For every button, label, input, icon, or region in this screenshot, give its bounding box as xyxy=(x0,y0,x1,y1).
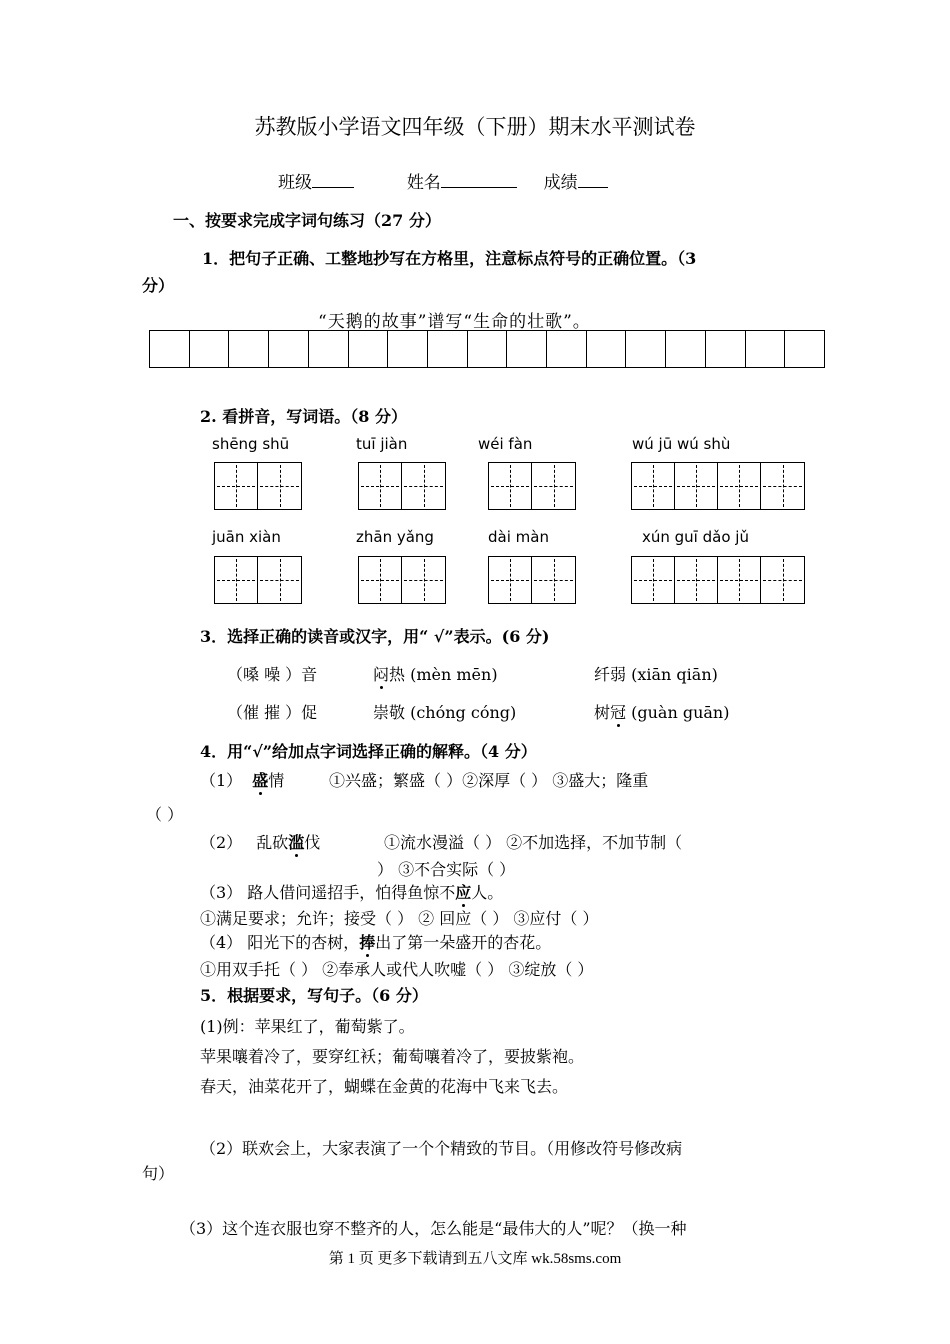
q5-model: 苹果嚷着冷了，要穿红袄；葡萄嚷着冷了，要披紫袍。 xyxy=(200,1047,585,1066)
grid-cell[interactable] xyxy=(587,331,627,367)
item-word: 乱砍 xyxy=(256,833,289,852)
dotted-char: 滥 xyxy=(288,833,305,852)
tianzige-box[interactable] xyxy=(631,556,805,604)
item-line: 出了第一朵盛开的杏花。 xyxy=(375,933,552,952)
q3-option-text: 热 (mèn mēn) xyxy=(389,665,498,684)
grid-cell[interactable] xyxy=(269,331,309,367)
info-line xyxy=(278,168,608,193)
class-blank[interactable] xyxy=(312,171,354,188)
grid-cell[interactable] xyxy=(547,331,587,367)
grid-cell[interactable] xyxy=(468,331,508,367)
q3-option[interactable] xyxy=(373,662,498,685)
q3-option-text: 树 xyxy=(594,703,611,722)
grid-cell[interactable] xyxy=(428,331,468,367)
q3-heading: 3．选择正确的读音或汉字，用“ √”表示。(6 分) xyxy=(200,627,550,646)
grid-cell[interactable] xyxy=(507,331,547,367)
pinyin: dài màn xyxy=(488,528,549,546)
q3-option[interactable]: （嗓 噪 ）音 xyxy=(227,665,318,684)
pinyin: juān xiàn xyxy=(212,528,281,546)
dotted-char: 应 xyxy=(455,883,472,902)
q3-option-text: 纤 xyxy=(594,665,611,684)
q1-heading-cont: 分） xyxy=(142,276,175,295)
grid-cell[interactable] xyxy=(706,331,746,367)
q2-heading: 2. 看拼音，写词语。（8 分） xyxy=(200,407,407,426)
q4-item-1 xyxy=(200,768,284,791)
q4-item-4-options[interactable]: ①用双手托（ ） ②奉承人或代人吹嘘（ ） ③绽放（ ） xyxy=(200,960,594,979)
q4-item-1-cont[interactable]: （ ） xyxy=(146,805,184,824)
q3-option-text: (guàn guān) xyxy=(631,703,730,722)
q3-option[interactable] xyxy=(594,700,729,723)
item-number: （1） xyxy=(200,771,243,790)
tianzige-box[interactable] xyxy=(214,556,302,604)
q1-sentence: “天鹅的故事”谱写“生命的壮歌”。 xyxy=(318,312,591,332)
item-word: 情 xyxy=(268,771,285,790)
score-blank[interactable] xyxy=(578,171,608,188)
grid-cell[interactable] xyxy=(626,331,666,367)
pinyin: wú jū wú shù xyxy=(632,435,731,453)
q4-item-1-options[interactable]: ①兴盛；繁盛（ ）②深厚（ ） ③盛大；隆重 xyxy=(329,771,649,790)
tianzige-box[interactable] xyxy=(488,556,576,604)
q4-item-2-cont[interactable]: ） ③不合实际（ ） xyxy=(377,860,516,879)
q5-task-sentence: 春天，油菜花开了，蝴蝶在金黄的花海中飞来飞去。 xyxy=(200,1077,569,1096)
dotted-char: 冠 xyxy=(610,703,627,722)
q3-option[interactable]: 崇敬 (chóng cóng) xyxy=(373,703,517,722)
pinyin: wéi fàn xyxy=(478,435,533,453)
q5-heading: 5．根据要求，写句子。（6 分） xyxy=(200,986,428,1005)
q3-option-text: 弱 (xiān qiān) xyxy=(610,665,718,684)
item-number: （2） xyxy=(200,833,243,852)
item-line: （3） 路人借问遥招手，怕得鱼惊不 xyxy=(200,883,456,902)
q5-example: (1)例：苹果红了，葡萄紫了。 xyxy=(200,1017,415,1036)
q4-item-3-options[interactable]: ①满足要求；允许；接受（ ） ② 回应（ ） ③应付（ ） xyxy=(200,909,599,928)
tianzige-box[interactable] xyxy=(631,462,805,510)
section1-heading: 一、按要求完成字词句练习（27 分） xyxy=(173,211,441,230)
grid-cell[interactable] xyxy=(746,331,786,367)
item-line: 人。 xyxy=(471,883,504,902)
q3-option[interactable]: （催 摧 ）促 xyxy=(227,703,318,722)
item-word: 伐 xyxy=(304,833,321,852)
tianzige-box[interactable] xyxy=(214,462,302,510)
grid-cell[interactable] xyxy=(150,331,190,367)
item-line: （4） 阳光下的杏树， xyxy=(200,933,360,952)
tianzige-box[interactable] xyxy=(488,462,576,510)
dotted-char: 捧 xyxy=(359,933,376,952)
q4-item-2 xyxy=(200,830,320,853)
grid-cell[interactable] xyxy=(349,331,389,367)
pinyin: shēng shū xyxy=(212,435,290,453)
name-label: 姓名 xyxy=(406,173,441,193)
q5-item-2: （2）联欢会上，大家表演了一个个精致的节目。（用修改符号修改病 xyxy=(200,1139,683,1158)
copy-grid[interactable] xyxy=(149,330,825,368)
q3-option[interactable] xyxy=(594,662,718,685)
q1-heading: 1．把句子正确、工整地抄写在方格里，注意标点符号的正确位置。（3 xyxy=(202,249,697,268)
q5-item-3: （3）这个连衣服也穿不整齐的人，怎么能是“最伟大的人”呢？（换一种 xyxy=(180,1219,687,1238)
q4-item-2-options[interactable]: ①流水漫溢（ ） ②不加选择，不加节制（ xyxy=(384,833,683,852)
score-label: 成绩 xyxy=(543,173,578,193)
dotted-char: 闷 xyxy=(373,665,390,684)
pinyin: zhān yǎng xyxy=(356,528,434,546)
tianzige-box[interactable] xyxy=(358,556,446,604)
page-title: 苏教版小学语文四年级（下册）期末水平测试卷 xyxy=(254,115,696,139)
q4-item-4 xyxy=(200,930,551,953)
q5-item-2-cont: 句） xyxy=(142,1164,175,1183)
tianzige-box[interactable] xyxy=(358,462,446,510)
q4-heading: 4．用“√”给加点字词选择正确的解释。（4 分） xyxy=(200,742,537,761)
pinyin: tuī jiàn xyxy=(356,435,408,453)
class-label: 班级 xyxy=(278,173,312,193)
grid-cell[interactable] xyxy=(785,331,824,367)
grid-cell[interactable] xyxy=(229,331,269,367)
grid-cell[interactable] xyxy=(388,331,428,367)
grid-cell[interactable] xyxy=(190,331,230,367)
dotted-char: 盛 xyxy=(252,771,269,790)
page-footer: 第 1 页 更多下载请到五八文库 wk.58sms.com xyxy=(328,1251,622,1267)
q4-item-3 xyxy=(200,880,503,903)
grid-cell[interactable] xyxy=(666,331,706,367)
pinyin: xún guī dǎo jǔ xyxy=(642,528,749,546)
grid-cell[interactable] xyxy=(309,331,349,367)
name-blank[interactable] xyxy=(441,171,517,188)
